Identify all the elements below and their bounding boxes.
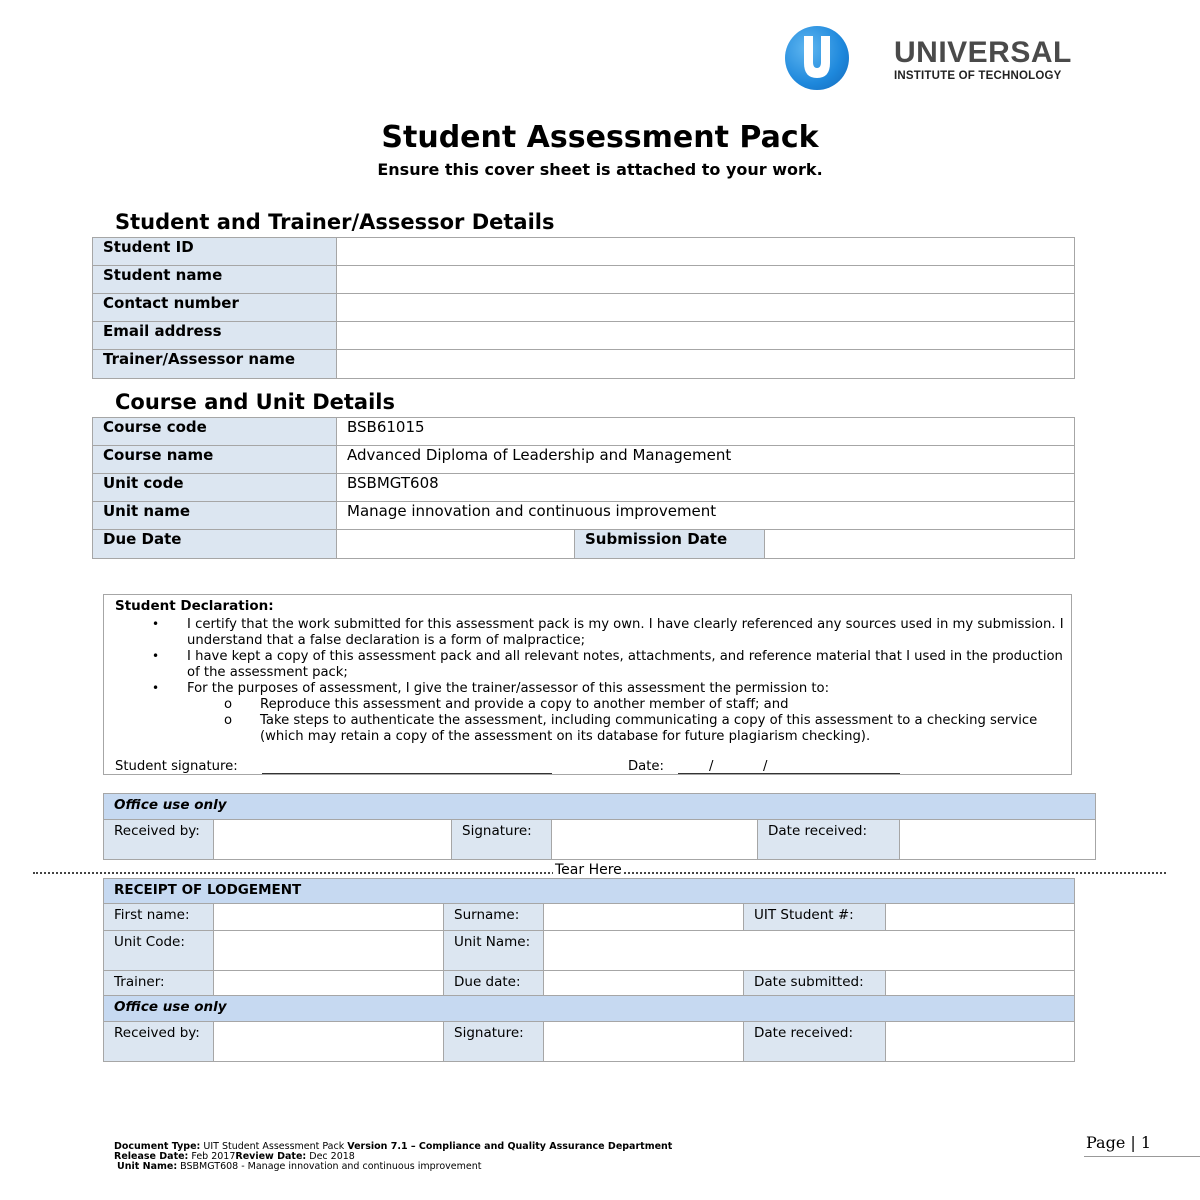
unit-code-field[interactable] (214, 931, 444, 971)
unit-name-label: Unit name (93, 502, 337, 530)
logo-name: UNIVERSAL (894, 36, 1072, 69)
unit-code-value: BSBMGT608 (337, 474, 1075, 502)
trainer-field[interactable] (214, 971, 444, 996)
unit-code-label: Unit Code: (104, 931, 214, 971)
date-received-label: Date received: (744, 1022, 886, 1062)
declaration-item: I have kept a copy of this assessment pack and all relevant notes, attachments, and reference material that I used in the production of the assessment pack; (187, 649, 1063, 680)
unit-name-value: Manage innovation and continuous improvement (337, 502, 1075, 530)
page-number-rule (1084, 1156, 1200, 1157)
due-date-field[interactable] (544, 971, 744, 996)
date-label: Date: (628, 759, 664, 774)
institute-logo (785, 26, 1085, 94)
trainer-name-label: Trainer/Assessor name (93, 350, 337, 379)
received-by-label: Received by: (104, 1022, 214, 1062)
first-name-label: First name: (104, 904, 214, 931)
due-date-field[interactable] (337, 530, 575, 559)
unit-name-field[interactable] (544, 931, 1075, 971)
student-number-label: UIT Student #: (744, 904, 886, 931)
course-name-label: Course name (93, 446, 337, 474)
office-use-table (103, 793, 1096, 860)
signature-label: Signature: (444, 1022, 544, 1062)
student-number-field[interactable] (886, 904, 1075, 931)
sub-bullet-marker: o (224, 713, 233, 728)
submission-date-label: Submission Date (575, 530, 765, 559)
email-address-field[interactable] (337, 322, 1075, 350)
receipt-office-heading: Office use only (104, 996, 1075, 1022)
due-date-label: Due Date (93, 530, 337, 559)
sub-bullet-marker: o (224, 697, 233, 712)
u-globe-logo-icon (785, 26, 849, 90)
trainer-name-field[interactable] (337, 350, 1075, 379)
tear-here-label: Tear Here (555, 862, 622, 878)
contact-number-label: Contact number (93, 294, 337, 322)
date-received-field[interactable] (886, 1022, 1075, 1062)
first-name-field[interactable] (214, 904, 444, 931)
office-use-heading: Office use only (104, 794, 1096, 820)
receipt-table (103, 878, 1075, 1062)
bullet-marker: • (152, 649, 160, 663)
surname-label: Surname: (444, 904, 544, 931)
date-received-label: Date received: (758, 820, 900, 860)
unit-name-label: Unit Name: (444, 931, 544, 971)
declaration-sub-item: Reproduce this assessment and provide a copy to another member of staff; and (260, 697, 789, 712)
course-name-value: Advanced Diploma of Leadership and Management (337, 446, 1075, 474)
page-title: Student Assessment Pack (381, 120, 819, 155)
received-by-field[interactable] (214, 820, 452, 860)
contact-number-field[interactable] (337, 294, 1075, 322)
footer-unit: Unit Name: BSBMGT608 - Manage innovation and continuous improvement (117, 1161, 482, 1172)
signature-line[interactable] (262, 773, 552, 774)
signature-label: Student signature: (115, 759, 238, 774)
submission-date-field[interactable] (765, 530, 1075, 559)
declaration-item: For the purposes of assessment, I give the trainer/assessor of this assessment the permission to: (187, 681, 830, 696)
course-code-value: BSB61015 (337, 418, 1075, 446)
signature-field[interactable] (544, 1022, 744, 1062)
bullet-marker: • (152, 617, 160, 631)
footer-dates: Release Date: Feb 2017Review Date: Dec 2018 (114, 1151, 355, 1162)
course-section-heading: Course and Unit Details (115, 390, 395, 414)
bullet-marker: • (152, 681, 160, 695)
student-name-label: Student name (93, 266, 337, 294)
page-number: Page | 1 (1086, 1133, 1152, 1152)
date-received-field[interactable] (900, 820, 1096, 860)
student-id-field[interactable] (337, 238, 1075, 266)
declaration-sub-item: Take steps to authenticate the assessment, including communicating a copy of this assessment to a checking service (which may retain a copy of the assessment on its database for future plagiarism checking). (260, 713, 1038, 744)
student-declaration (103, 594, 1072, 775)
declaration-heading: Student Declaration: (115, 598, 274, 614)
u-letter-icon (801, 36, 833, 78)
student-section-heading: Student and Trainer/Assessor Details (115, 210, 555, 234)
trainer-label: Trainer: (104, 971, 214, 996)
receipt-heading: RECEIPT OF LODGEMENT (104, 879, 1075, 904)
received-by-label: Received by: (104, 820, 214, 860)
document-footer (114, 1142, 672, 1172)
logo-subtitle: INSTITUTE OF TECHNOLOGY (894, 70, 1062, 82)
unit-code-label: Unit code (93, 474, 337, 502)
surname-field[interactable] (544, 904, 744, 931)
signature-label: Signature: (452, 820, 552, 860)
student-name-field[interactable] (337, 266, 1075, 294)
date-separator: / (709, 759, 714, 774)
declaration-item: I certify that the work submitted for this assessment pack is my own. I have clearly referenced any sources used in my submission. I understand that a false declaration is a form of malpractice; (187, 617, 1064, 648)
signature-field[interactable] (552, 820, 758, 860)
course-code-label: Course code (93, 418, 337, 446)
student-details-table (92, 237, 1075, 379)
course-details-table (92, 417, 1075, 559)
date-separator: / (763, 759, 768, 774)
date-submitted-label: Date submitted: (744, 971, 886, 996)
date-submitted-field[interactable] (886, 971, 1075, 996)
footer-doc-type: Document Type: UIT Student Assessment Pack Version 7.1 – Compliance and Quality Assurance Department (114, 1141, 673, 1152)
received-by-field[interactable] (214, 1022, 444, 1062)
student-id-label: Student ID (93, 238, 337, 266)
due-date-label: Due date: (444, 971, 544, 996)
email-address-label: Email address (93, 322, 337, 350)
page-subtitle: Ensure this cover sheet is attached to your work. (377, 160, 823, 179)
